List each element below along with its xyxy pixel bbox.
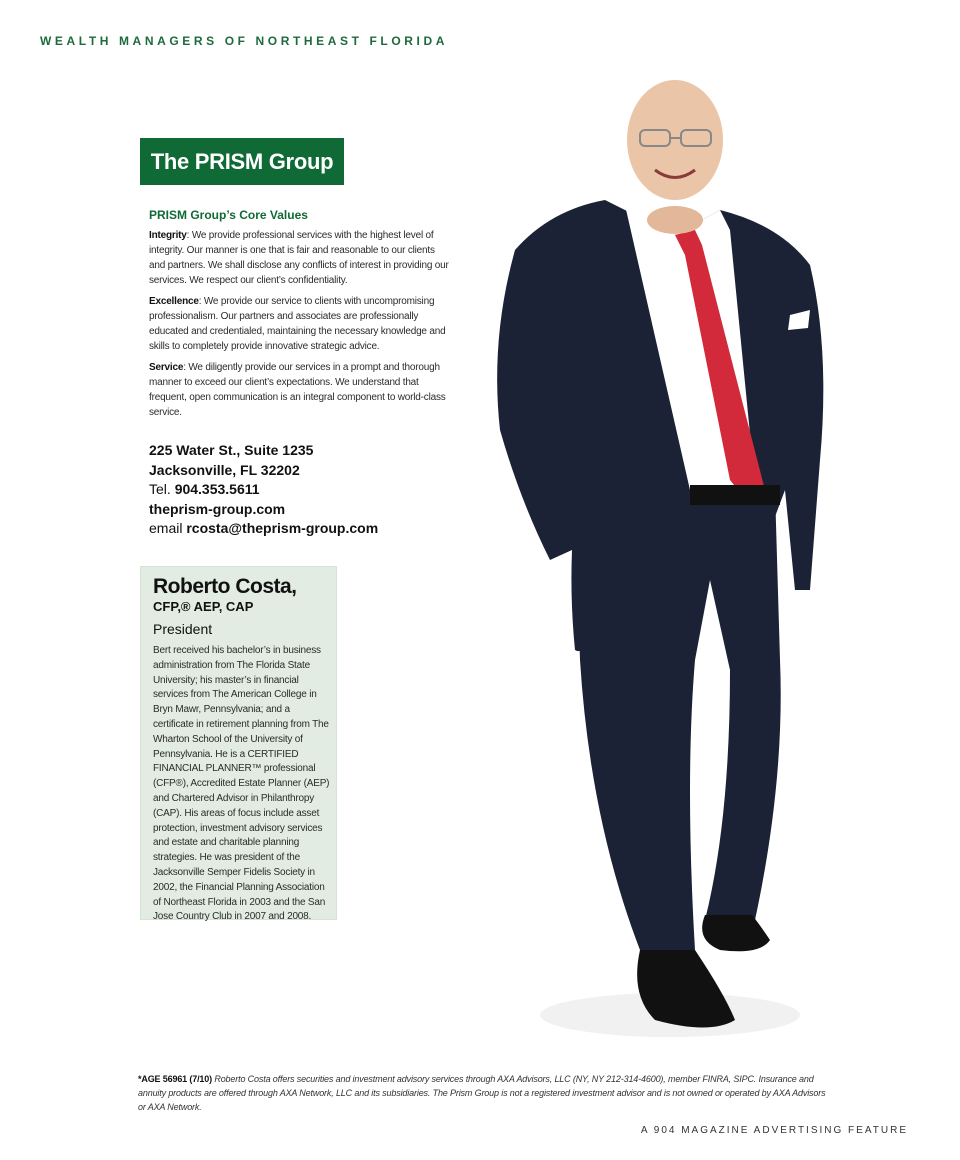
legal-disclaimer [138, 1072, 828, 1114]
email-link[interactable]: rcosta@theprism-group.com [186, 520, 379, 536]
value-term: Service [149, 362, 184, 373]
core-values-heading: PRISM Group’s Core Values [149, 208, 308, 222]
portrait-photo [480, 60, 850, 1050]
phone-label: Tel. [149, 481, 171, 497]
disclaimer-code: *AGE 56961 (7/10) [138, 1074, 212, 1084]
value-text: : We provide professional services with the highest level of integrity. Our manner is one that is fair and reasonable to our clients and partners. We shall disclose any conflicts of interest in providing our services. We respect our client’s confidentiality. [149, 230, 449, 286]
core-values-section [149, 208, 449, 426]
bio-text: Bert received his bachelor’s in business administration from The Florida State University; his master’s in financial services from The American College in Bryn Mawr, Pennsylvania; and a certificate in retirement planning from The Wharton School of the University of Pennsylvania. He is a CERTIFIED FINANCIAL PLANNER™ professional (CFP®), Accredited Estate Planner (AEP) and Chartered Advisor in Philanthropy (CAP). His areas of focus include asset protection, investment advisory services and estate and charitable planning strategies. He was president of the Jacksonville Semper Fidelis Society in 2002, the Financial Planning Association of Northeast Florida in 2003 and the San Jose Country Club in 2007 and 2008. [153, 645, 330, 923]
value-term: Excellence [149, 296, 199, 307]
address-line-1: 225 Water St., Suite 1235 [149, 442, 314, 458]
section-header: WEALTH MANAGERS OF NORTHEAST FLORIDA [40, 34, 449, 48]
value-text: : We diligently provide our services in a prompt and thorough manner to exceed our client’s expectations. We understand that frequent, open communication is an integral component to world-class service. [149, 362, 446, 418]
bio-card [140, 566, 337, 923]
value-integrity [149, 228, 449, 288]
email-label: email [149, 520, 183, 536]
value-excellence [149, 294, 449, 354]
brand-banner: The PRISM Group [140, 138, 344, 185]
phone-line [149, 480, 449, 500]
contact-block [149, 441, 449, 539]
value-service [149, 360, 449, 420]
disclaimer-text: Roberto Costa offers securities and investment advisory services through AXA Advisors, LLC (NY, NY 212-314-4600), member FINRA, SIPC. Insurance and annuity products are offered through AXA Network, LLC and its subsidiaries. The Prism Group is not a registered investment advisor and is not owned or operated by AXA Advisors or AXA Network. [138, 1074, 826, 1112]
footer-feature-label: A 904 MAGAZINE ADVERTISING FEATURE [640, 1125, 908, 1136]
website-link[interactable]: theprism-group.com [149, 500, 286, 517]
person-title: President [153, 621, 213, 637]
person-name: Roberto Costa, [153, 575, 297, 598]
value-term: Integrity [149, 230, 187, 241]
address-line-2: Jacksonville, FL 32202 [149, 461, 300, 478]
person-credentials: CFP,® AEP, CAP [153, 599, 254, 614]
phone-number[interactable]: 904.353.5611 [174, 481, 260, 497]
value-text: : We provide our service to clients with uncompromising professionalism. Our partners and associates are professionally educated and credentialed, maintaining the necessary knowledge and skills to completely provide innovative strategic advice. [149, 296, 446, 352]
email-line [149, 519, 449, 539]
